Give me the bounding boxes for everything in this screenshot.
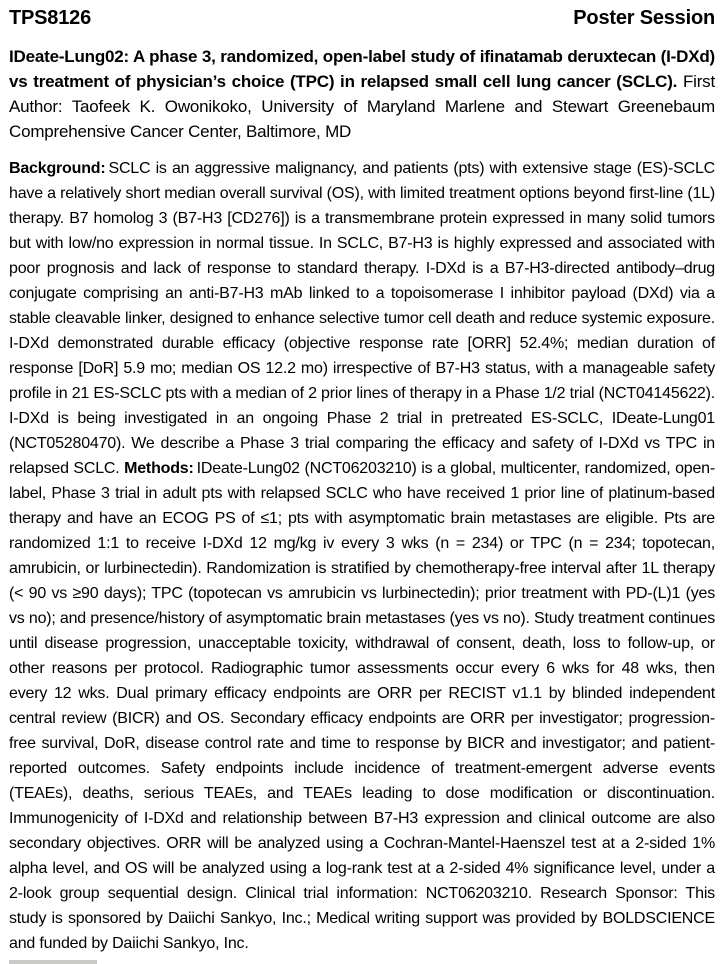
first-author-info: First Author: Taofeek K. Owonikoko, University of Maryland Marlene and Stewart Greenebaum Comprehensive Cancer Center, Baltimore, MD <box>9 72 715 141</box>
methods-section-label: Methods: <box>124 460 194 477</box>
background-section-label: Background: <box>9 160 106 177</box>
methods-section-text: IDeate-Lung02 (NCT06203210) is a global, multicenter, randomized, open-label, Phase 3 trial in adult pts with relapsed SCLC who have received 1 prior line of platinum-based therapy and have an ECOG PS of ≤1; pts with asymptomatic brain metastases are eligible. Pts are randomized 1:1 to receive I-DXd 12 mg/kg iv every 3 wks (n = 234) or TPC (n = 234; topotecan, amrubicin, or lurbinectedin). Randomization is stratified by chemotherapy-free interval after 1L therapy (< 90 vs ≥90 days); TPC (topotecan vs amrubicin vs lurbinectedin); prior treatment with PD-(L)1 (yes vs no); and presence/history of asymptomatic brain metastases (yes vs no). Study treatment continues until disease progression, unacceptable toxicity, withdrawal of consent, death, loss to follow-up, or other reasons per protocol. Radiographic tumor assessments occur every 6 wks for 48 wks, then every 12 wks. Dual primary efficacy endpoints are ORR per RECIST v1.1 by blinded independent central review (BICR) and OS. Secondary efficacy endpoints are ORR per investigator; progression-free survival, DoR, disease control rate and time to response by BICR and investigator; and patient-reported outcomes. Safety endpoints include incidence of treatment-emergent adverse events (TEAEs), deaths, serious TEAEs, and TEAEs leading to dose modification or discontinuation. Immunogenicity of I-DXd and relationship between B7-H3 expression and clinical outcome are also secondary objectives. ORR will be analyzed using a Cochran-Mantel-Haenszel test at a 2-sided 1% alpha level, and OS will be analyzed using a log-rank test at a 2-sided 4% significance level, under a 2-look group sequential design. Clinical trial information: NCT06203210. Research Sponsor: This study is sponsored by Daiichi Sankyo, Inc.; Medical writing support was provided by BOLDSCIENCE and funded by Daiichi Sankyo, Inc. <box>9 460 715 952</box>
background-section-text: SCLC is an aggressive malignancy, and patients (pts) with extensive stage (ES)-SCLC have a relatively short median overall survival (OS), with limited treatment options beyond first-line (1L) therapy. B7 homolog 3 (B7-H3 [CD276]) is a transmembrane protein expressed in many solid tumors but with low/no expression in normal tissue. In SCLC, B7-H3 is highly expressed and associated with poor prognosis and lack of response to standard therapy. I-DXd is a B7-H3-directed antibody–drug conjugate comprising an anti-B7-H3 mAb linked to a topoisomerase I inhibitor payload (DXd) via a stable cleavable linker, designed to enhance selective tumor cell death and reduce systemic exposure. I-DXd demonstrated durable efficacy (objective response rate [ORR] 52.4%; median duration of response [DoR] 5.9 mo; median OS 12.2 mo) irrespective of B7-H3 status, with a manageable safety profile in 21 ES-SCLC pts with a median of 2 prior lines of therapy in a Phase 1/2 trial (NCT04145622). I-DXd is being investigated in an ongoing Phase 2 trial in pretreated ES-SCLC, IDeate-Lung01 (NCT05280470). We describe a Phase 3 trial comparing the efficacy and safety of I-DXd vs TPC in relapsed SCLC. <box>9 160 716 477</box>
next-abstract-cutoff-fragment <box>9 960 97 964</box>
session-type-label: Poster Session <box>573 7 715 29</box>
title-block <box>9 44 715 144</box>
abstract-id: TPS8126 <box>9 7 91 29</box>
abstract-title: IDeate-Lung02: A phase 3, randomized, open-label study of ifinatamab deruxtecan (I-DXd) vs treatment of physician’s choice (TPC) in relapsed small cell lung cancer (SCLC). <box>9 47 715 91</box>
abstract-header <box>9 6 715 30</box>
abstract-body <box>9 156 715 956</box>
